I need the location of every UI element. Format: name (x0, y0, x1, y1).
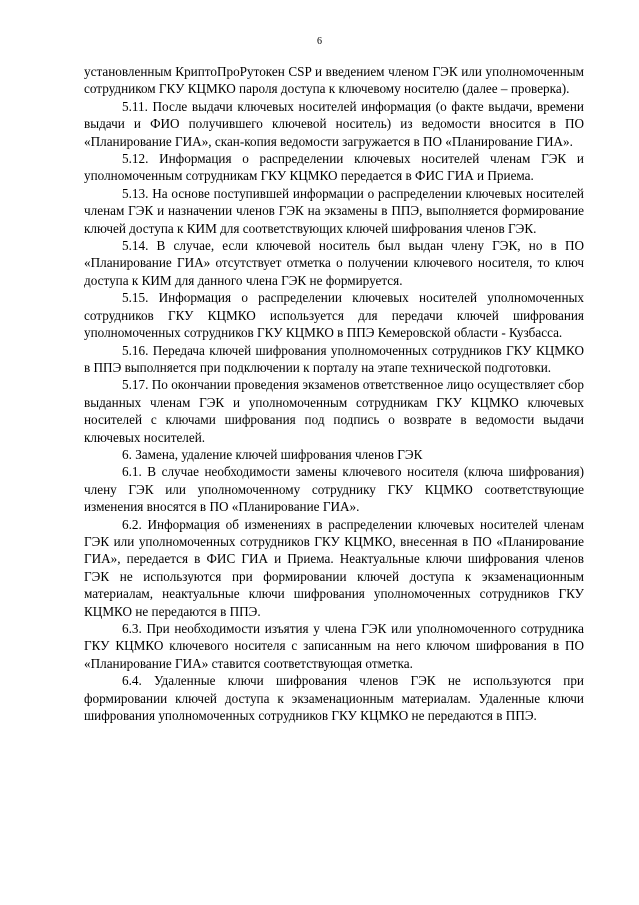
paragraph-5-14: 5.14. В случае, если ключевой носитель был выдан члену ГЭК, но в ПО «Планирование ГИА» отсутствует отметка о получении ключевого носителя, то ключ доступа к КИМ для данного члена ГЭК не формируется. (84, 238, 584, 288)
document-body (84, 63, 584, 724)
paragraph-6-3: 6.3. При необходимости изъятия у члена ГЭК или уполномоченного сотрудника ГКУ КЦМКО ключевого носителя с записанным на него ключом шифрования в ПО «Планирование ГИА» ставится соответствующая отметка. (84, 621, 584, 671)
paragraph-5-13: 5.13. На основе поступившей информации о распределении ключевых носителей членам ГЭК и назначении членов ГЭК на экзамены в ППЭ, выполняется формирование ключей доступа к КИМ для соответствующих ключей шифрования членов ГЭК. (84, 185, 584, 236)
section-heading: 6. Замена, удаление ключей шифрования членов ГЭК (122, 446, 423, 462)
paragraph-5-17: 5.17. По окончании проведения экзаменов ответственное лицо осуществляет сбор выданных членам ГЭК и уполномоченным сотрудникам ГКУ КЦМКО ключевых носителей с ключами шифрования под подпись о возврате в ведомости выдачи ключевых носителей. (84, 377, 584, 445)
page-number: 6 (317, 36, 322, 47)
paragraph-6-1: 6.1. В случае необходимости замены ключевого носителя (ключа шифрования) члену ГЭК или уполномоченному сотруднику ГКУ КЦМКО соответствующие изменения вносятся в ПО «Планирование ГИА». (84, 464, 584, 515)
paragraph-6-4: 6.4. Удаленные ключи шифрования членов ГЭК не используются при формировании ключей доступа к экзаменационным материалам. Удаленные ключи шифрования уполномоченных сотрудников ГКУ КЦМКО не передаются в ППЭ. (84, 673, 584, 724)
paragraph-6-2: 6.2. Информация об изменениях в распределении ключевых носителей членам ГЭК или уполномоченных сотрудников ГКУ КЦМКО, внесенная в ПО «Планирование ГИА», передается в ФИС ГИА и Приема. Неактуальные ключи шифрования членов ГЭК не используются при формировании ключей доступа к экзаменационным материалам, неактуальные ключи шифрования уполномоченных сотрудников ГКУ КЦМКО не передаются в ППЭ. (84, 516, 584, 619)
paragraph-5-12: 5.12. Информация о распределении ключевых носителей членам ГЭК и уполномоченным сотрудникам ГКУ КЦМКО передается в ФИС ГИА и Приема. (84, 151, 584, 184)
paragraph-continuation: установленным КриптоПроРутокен CSP и введением членом ГЭК или уполномоченным сотрудником ГКУ КЦМКО пароля доступа к ключевому носителю (далее – проверка). (84, 64, 584, 97)
paragraph-5-15: 5.15. Информация о распределении ключевых носителей уполномоченных сотрудников ГКУ КЦМКО используется для передачи ключей шифрования уполномоченных сотрудников ГКУ КЦМКО в ППЭ Кемеровской области - Кузбасса. (84, 290, 584, 341)
paragraph-5-11: 5.11. После выдачи ключевых носителей информация (о факте выдачи, времени выдачи и ФИО получившего ключевой носитель) из ведомости вносится в ПО «Планирование ГИА», скан-копия ведомости загружается в ПО «Планирование ГИА». (84, 98, 584, 149)
paragraph-5-16: 5.16. Передача ключей шифрования уполномоченных сотрудников ГКУ КЦМКО в ППЭ выполняется при подключении к порталу на этапе технической подготовки. (84, 342, 584, 375)
